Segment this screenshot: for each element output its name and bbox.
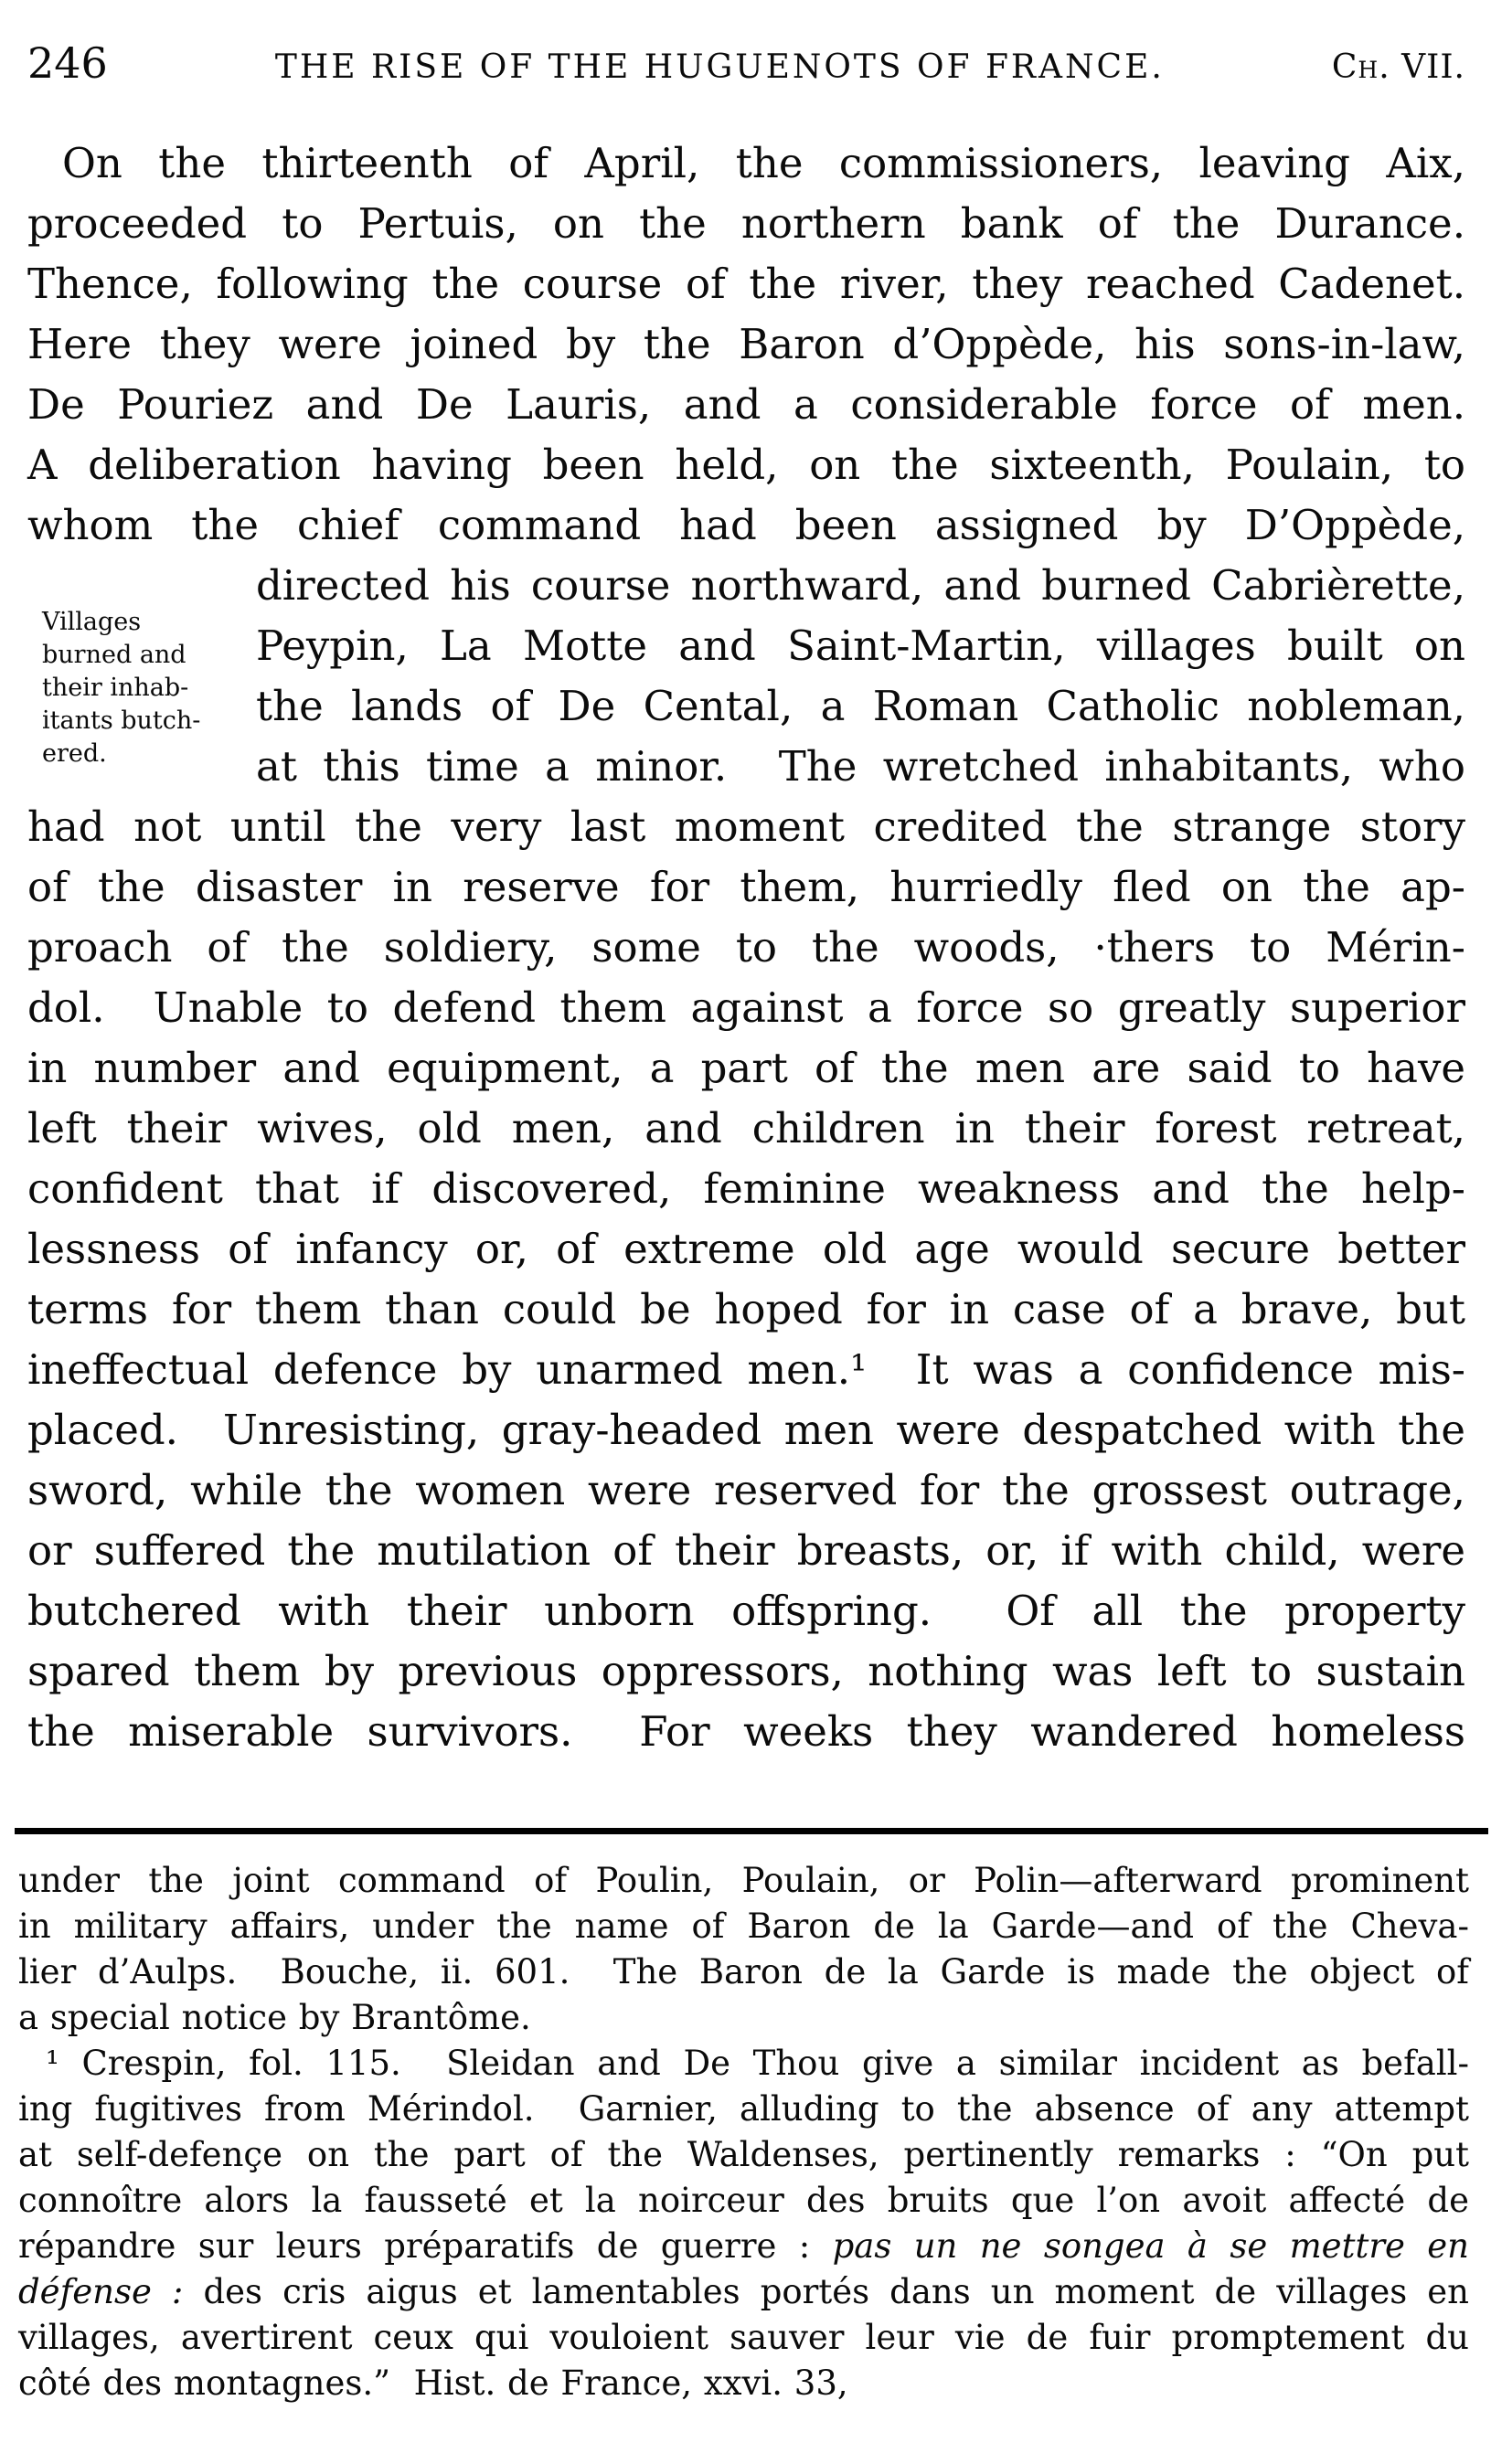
sidenote-line: their inhab- [42,674,189,702]
body-line: the miserable survivors. For weeks they wandered homeless [27,1707,1465,1756]
body-line: sword, while the women were reserved for the grossest outrage, [27,1466,1465,1514]
body-line: at this time a minor. The wretched inhabitants, who [256,742,1465,791]
chapter-label: Ch. VII. [1331,48,1465,86]
footnote-rule [15,1828,1488,1834]
body-line: of the disaster in reserve for them, hurriedly fled on the ap- [27,863,1465,911]
footnotes [18,1858,1469,2406]
indented-body-lines [256,556,1465,797]
footnote-italic-text: défense : [18,2272,204,2311]
body-line: whom the chief command had been assigned by D’Oppède, [27,501,1465,549]
footnote-italic-text: pas un ne songea à se mettre en [832,2226,1469,2266]
sidenote-line: ered. [42,739,107,768]
footnote-roman-text: des cris aigus et lamentables portés dans un moment de villages en [203,2272,1469,2311]
footnote-line: a special notice by Brantôme. [18,1998,531,2037]
body-line: left their wives, old men, and children in their forest retreat, [27,1104,1465,1152]
footnote-line: ¹ Crespin, fol. 115. Sleidan and De Thou give a similar incident as befall- [46,2044,1469,2083]
body-line: in number and equipment, a part of the men are said to have [27,1044,1465,1092]
body-line: On the thirteenth of April, the commissioners, leaving Aix, [62,139,1465,187]
body-line: Here they were joined by the Baron d’Oppède, his sons-in-law, [27,320,1465,368]
page-header [27,38,1465,88]
body-line: ineffectual defence by unarmed men.¹ It was a confidence mis- [27,1345,1465,1394]
footnote-line: ing fugitives from Mérindol. Garnier, alluding to the absence of any attempt [18,2089,1469,2129]
page-number: 246 [27,38,108,88]
body-text [27,133,1465,1762]
footnote-roman-text: répandre sur leurs préparatifs de guerre : [18,2226,833,2266]
body-line: De Pouriez and De Lauris, and a considerable force of men. [27,380,1465,429]
sidenote-line: itants butch- [42,706,201,735]
body-line: the lands of De Cental, a Roman Catholic nobleman, [256,682,1465,730]
footnote-line: villages, avertirent ceux qui vouloient sauver leur vie de fuir promptement du [18,2318,1469,2357]
footnote-line [18,2224,1469,2269]
sidenote-line: burned and [42,641,186,669]
sidenote-line: Villages [42,608,142,636]
body-line: butchered with their unborn offspring. Of all the property [27,1587,1465,1635]
body-line: directed his course northward, and burned Cabrièrette, [256,561,1465,610]
body-line: A deliberation having been held, on the sixteenth, Poulain, to [27,441,1465,489]
footnote-line: connoître alors la fausseté et la noirceur des bruits que l’on avoit affecté de [18,2181,1469,2220]
footnote-line: at self-defençe on the part of the Waldenses, pertinently remarks : “On put [18,2135,1469,2174]
footnote-line: in military affairs, under the name of Baron de la Garde—and of the Cheva- [18,1906,1469,1946]
body-line: spared them by previous oppressors, nothing was left to sustain [27,1647,1465,1695]
body-line: lessness of infancy or, of extreme old age would secure better [27,1225,1465,1273]
body-line: confident that if discovered, feminine weakness and the help- [27,1164,1465,1213]
body-line: placed. Unresisting, gray-headed men were despatched with the [27,1406,1465,1454]
footnote-line: under the joint command of Poulin, Poulain, or Polin—afterward prominent [18,1861,1469,1900]
body-with-sidenote [27,556,1465,797]
sidenote [27,556,256,797]
body-line: Peypin, La Motte and Saint-Martin, villages built on [256,621,1465,670]
footnote-line: lier d’Aulps. Bouche, ii. 601. The Baron de la Garde is made the object of [18,1952,1469,1991]
body-line: or suffered the mutilation of their breasts, or, if with child, were [27,1526,1465,1575]
body-line: proach of the soldiery, some to the woods, ·thers to Mérin- [27,923,1465,972]
body-line: Thence, following the course of the river, they reached Cadenet. [27,260,1465,308]
body-line: had not until the very last moment credited the strange story [27,802,1465,851]
body-line: dol. Unable to defend them against a force so greatly superior [27,983,1465,1032]
running-title: THE RISE OF THE HUGUENOTS OF FRANCE. [274,48,1165,86]
body-line: terms for them than could be hoped for in case of a brave, but [27,1285,1465,1333]
footnote-line: côté des montagnes.” Hist. de France, xxvi. 33, [18,2363,848,2403]
footnote-line [18,2269,1469,2315]
body-line: proceeded to Pertuis, on the northern bank of the Durance. [27,199,1465,248]
